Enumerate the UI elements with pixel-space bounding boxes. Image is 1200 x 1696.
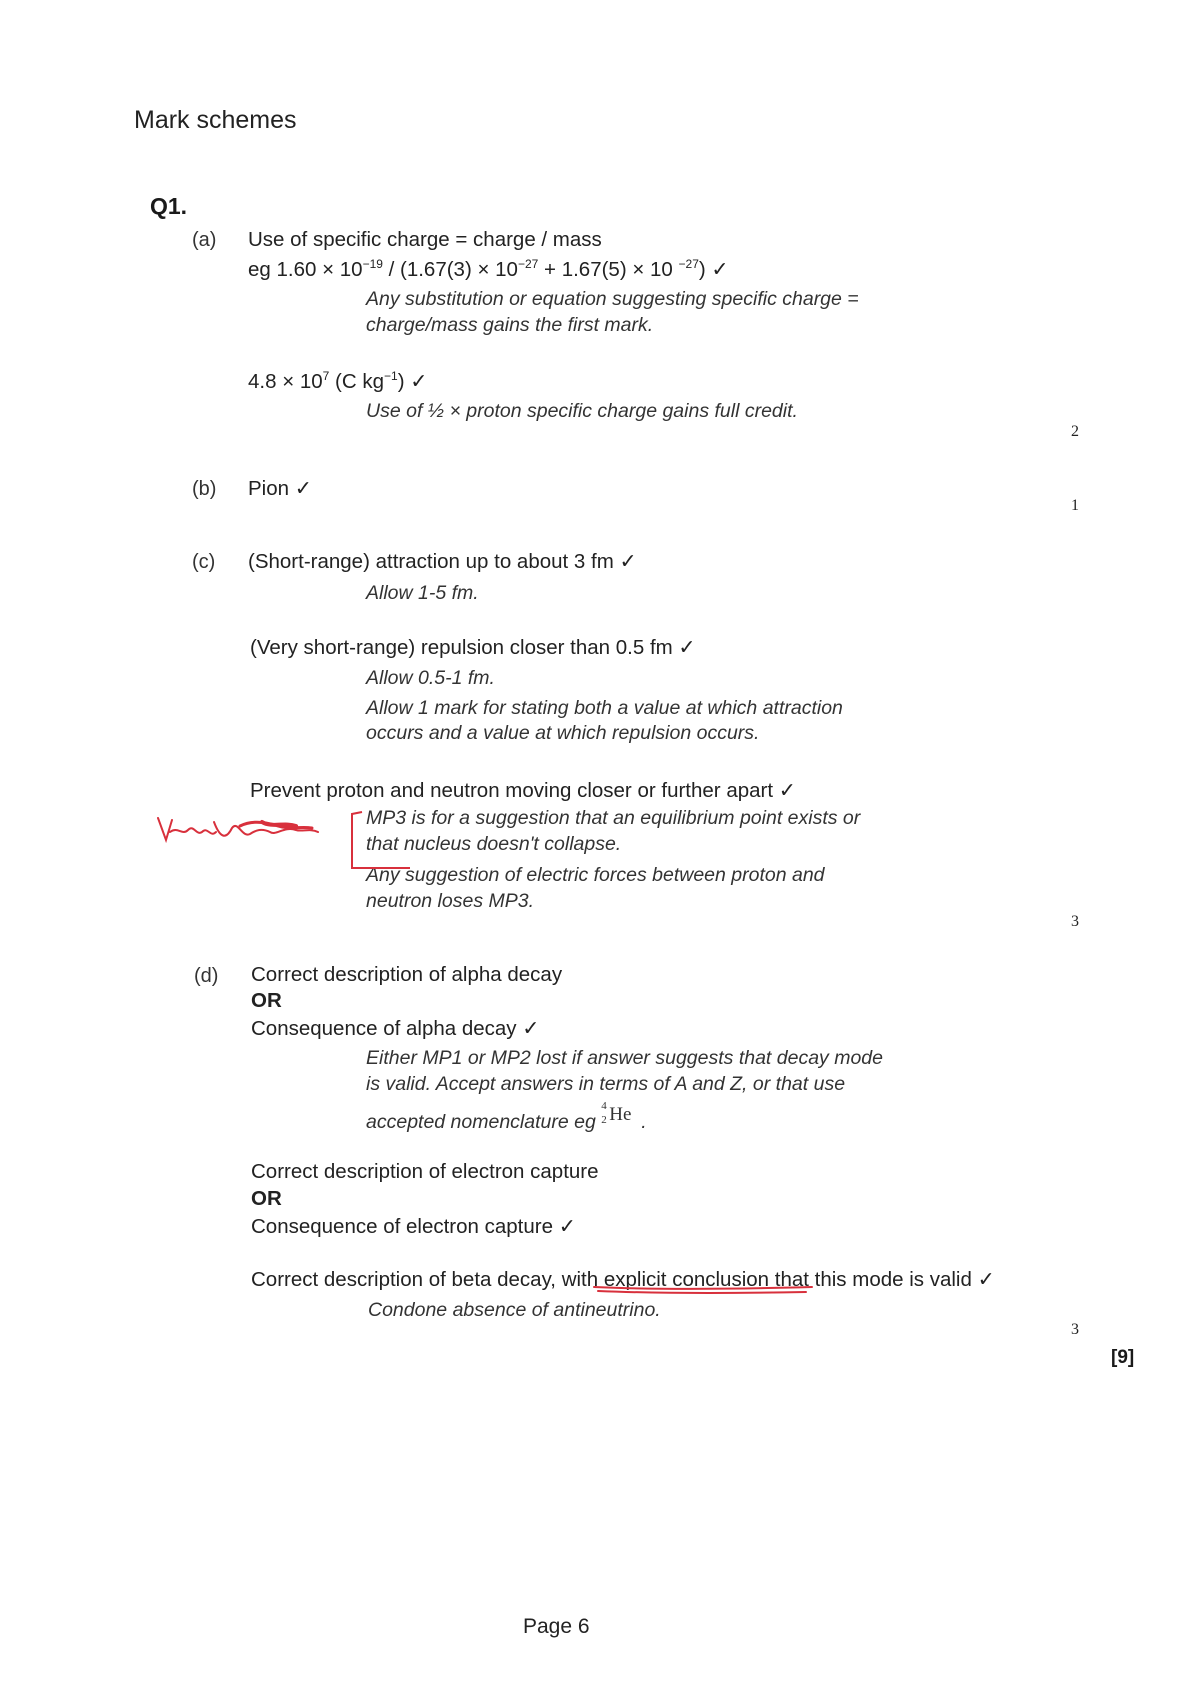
part-d-guidance-1: Either MP1 or MP2 lost if answer suggests that decay mode [366, 1047, 883, 1069]
question-number: Q1. [150, 193, 188, 219]
part-d-line1: Correct description of alpha decay [251, 963, 563, 986]
part-a-answer: $4.8 \times 10^7$ (C $kg^{-1}$) ✓ [248, 369, 428, 393]
part-a-guidance-3: Use of ½ × proton specific charge gains full credit. [366, 400, 798, 422]
part-b-label: (b) [192, 478, 217, 500]
page-number: Page 6 [523, 1615, 590, 1638]
part-d-guidance-2: is valid. Accept answers in terms of A and Z, or that use [366, 1073, 846, 1095]
part-b-line1: Pion ✓ [248, 477, 312, 500]
part-a-label: (a) [192, 229, 217, 251]
part-d-marks: 3 [1071, 1321, 1079, 1338]
part-d-line2: Consequence of alpha decay ✓ [251, 1017, 540, 1040]
part-d-line4: Consequence of electron capture ✓ [251, 1215, 576, 1238]
part-d-line5: Correct description of beta decay, with explicit conclusion that this mode is valid ✓ [251, 1268, 995, 1291]
part-a-marks: 2 [1071, 423, 1079, 440]
part-b-marks: 1 [1071, 497, 1079, 514]
question-total: [9] [1111, 1347, 1135, 1368]
part-d-or-2: OR [251, 1187, 282, 1210]
part-d-label: (d) [194, 965, 219, 987]
part-d-line3: Correct description of electron capture [251, 1160, 599, 1183]
part-d-guidance-4: Condone absence of antineutrino. [368, 1299, 661, 1321]
part-c-guidance-5: MP3 is for a suggestion that an equilibrium point exists or [366, 807, 861, 829]
part-c-label: (c) [192, 551, 216, 573]
helium-nuclide: 4 2 He [601, 1100, 632, 1126]
part-c-line2: (Very short-range) repulsion closer than 0.5 fm ✓ [250, 636, 696, 659]
part-c-marks: 3 [1071, 913, 1079, 930]
scribble-mark [158, 818, 318, 840]
part-c-guidance-2: Allow 0.5-1 fm. [366, 667, 495, 689]
part-d-or-1: OR [251, 989, 282, 1012]
part-a-guidance-1: Any substitution or equation suggesting specific charge = [366, 288, 859, 310]
part-a-line1: Use of specific charge = charge / mass [248, 228, 602, 251]
part-c-line3: Prevent proton and neutron moving closer or further apart ✓ [250, 779, 796, 802]
part-c-guidance-6: that nucleus doesn't collapse. [366, 833, 622, 855]
part-d-guidance-3: accepted nomenclature eg 4 2 He . [366, 1100, 647, 1133]
part-c-guidance-1: Allow 1-5 fm. [366, 582, 479, 604]
part-c-guidance-3: Allow 1 mark for stating both a value at which attraction [366, 697, 843, 719]
part-c-guidance-8: neutron loses MP3. [366, 890, 535, 912]
part-a-guidance-2: charge/mass gains the first mark. [366, 314, 654, 336]
part-c-guidance-4: occurs and a value at which repulsion occurs. [366, 722, 760, 744]
part-c-line1: (Short-range) attraction up to about 3 fm ✓ [248, 550, 637, 573]
part-c-guidance-7: Any suggestion of electric forces between proton and [366, 864, 825, 886]
page-title: Mark schemes [134, 106, 297, 134]
part-a-line2: eg $1.60 \times 10^{-19} / (1.67(3) \times 10^{-27} + 1.67(5) \times 10$ $^{-27}$) ✓ [248, 257, 729, 281]
